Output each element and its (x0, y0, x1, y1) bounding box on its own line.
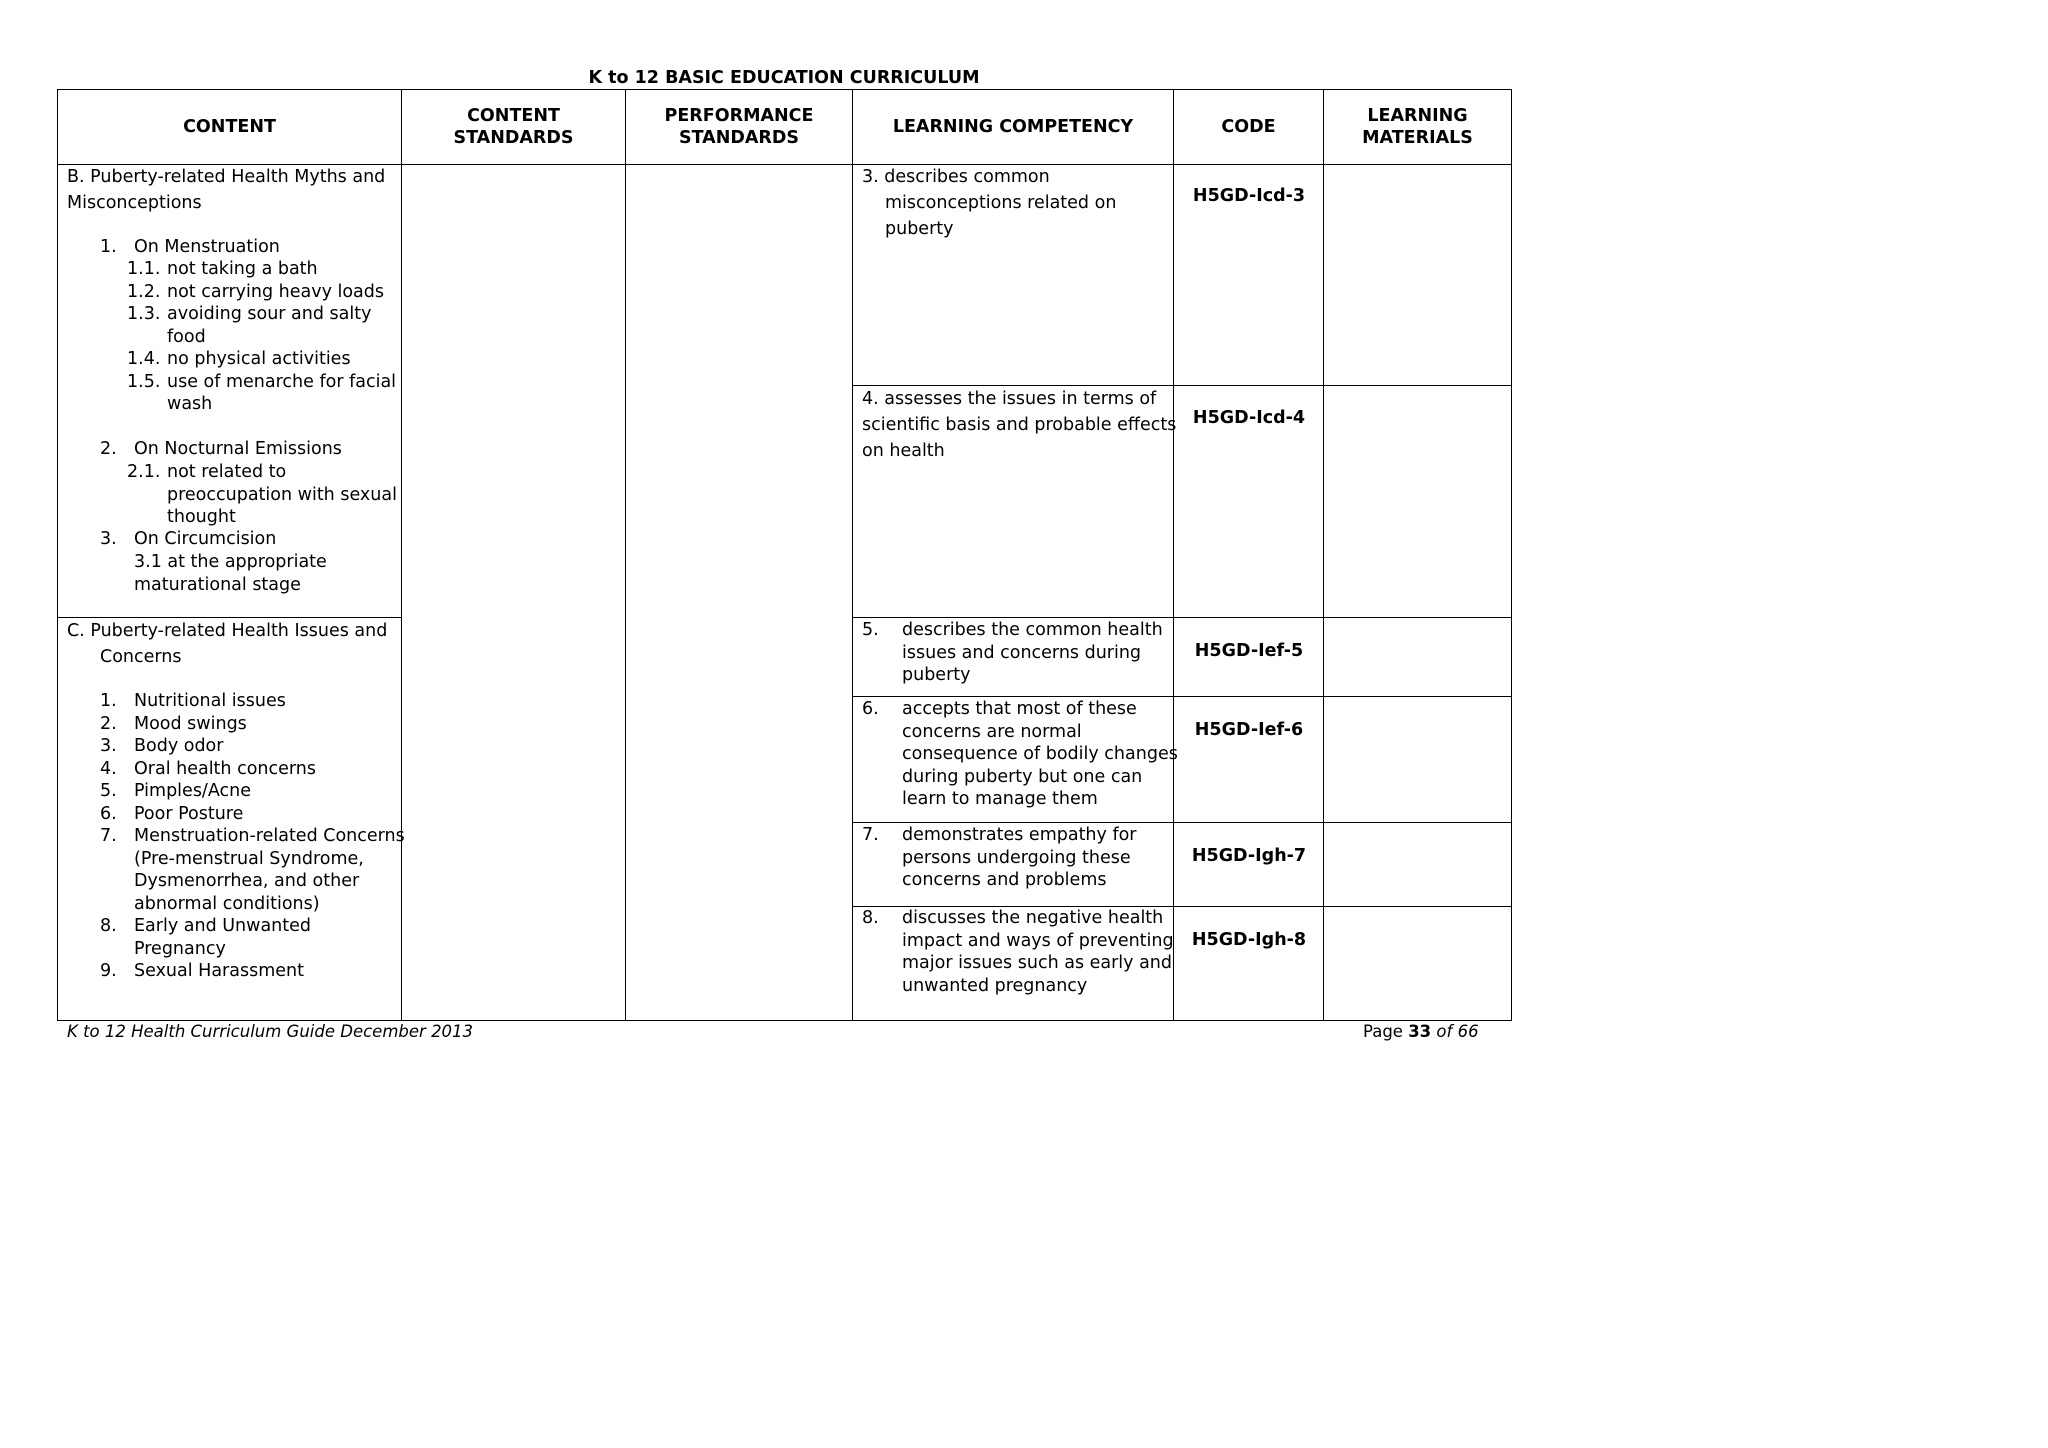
footer-page-number: Page 33 of 66 (1363, 1022, 1479, 1041)
list-item: 7. Menstruation-related Concerns (Pre-menstrual Syndrome, Dysmenorrhea, and other abnormal conditions) (100, 826, 405, 914)
list-item: 3. Body odor (100, 736, 224, 756)
content-b-title: B. Puberty-related Health Myths and Misconceptions (67, 167, 386, 213)
sublist-item: 2.1. not related to preoccupation with sexual thought (127, 462, 397, 527)
list-item: 8. Early and Unwanted Pregnancy (100, 916, 312, 959)
competency-7: 7. demonstrates empathy for persons undergoing these concerns and problems (862, 825, 1137, 890)
list-item: 1. Nutritional issues (100, 691, 286, 711)
competency-code: H5GD-Icd-3 (1192, 186, 1306, 206)
list-item: 6. Poor Posture (100, 803, 244, 824)
competency-6: 6. accepts that most of these concerns are normal consequence of bodily changes during puberty but one can learn to manage them (862, 699, 1178, 809)
sublist-item: 1.3. avoiding sour and salty food (127, 304, 372, 347)
competency-code: H5GD-Ief-6 (1194, 720, 1304, 740)
header-code: CODE (1221, 117, 1276, 137)
competency-3: 3. describes common misconceptions related on puberty (862, 167, 1117, 239)
header-learning-competency: LEARNING COMPETENCY (892, 117, 1134, 137)
content-b-item-2: 2. On Nocturnal Emissions (100, 439, 342, 459)
content-b-item-1: 1. On Menstruation (100, 237, 280, 257)
list-item: 4. Oral health concerns (100, 758, 316, 779)
header-performance-standards: PERFORMANCE STANDARDS (664, 106, 814, 148)
sublist-item: 1.4. no physical activities (127, 349, 351, 369)
competency-code: H5GD-Ief-5 (1194, 641, 1304, 661)
list-item: 9. Sexual Harassment (100, 961, 304, 981)
competency-5: 5. describes the common health issues and concerns during puberty (862, 620, 1163, 685)
content-b-sublist-2 (127, 461, 397, 529)
competency-4: 4. assesses the issues in terms of scientific basis and probable effects on health (862, 389, 1177, 461)
list-item: 2. Mood swings (100, 713, 247, 734)
sublist-item: 1.5. use of menarche for facial wash (127, 371, 397, 414)
sublist-item: 1.2. not carrying heavy loads (127, 281, 385, 302)
content-c-list (100, 690, 405, 983)
competency-code: H5GD-Igh-7 (1191, 846, 1307, 866)
competency-8: 8. discusses the negative health impact and ways of preventing major issues such as early and unwanted pregnancy (862, 908, 1174, 996)
sublist-item: 1.1. not taking a bath (127, 259, 318, 279)
competency-code: H5GD-Icd-4 (1192, 408, 1306, 428)
content-b-sublist-1 (127, 258, 396, 416)
content-c-title: C. Puberty-related Health Issues and Concerns (67, 621, 388, 667)
document-title: K to 12 BASIC EDUCATION CURRICULUM (588, 68, 980, 88)
header-content: CONTENT (183, 117, 276, 137)
header-learning-materials: LEARNING MATERIALS (1362, 106, 1473, 148)
header-content-standards: CONTENT STANDARDS (453, 106, 574, 148)
list-item: 5. Pimples/Acne (100, 781, 251, 801)
footer-guide-title: K to 12 Health Curriculum Guide December 2013 (67, 1022, 474, 1041)
competency-code: H5GD-Igh-8 (1191, 930, 1307, 950)
content-b-item-3: 3. On Circumcision (100, 529, 277, 549)
content-b-sub-3: 3.1 at the appropriate maturational stage (134, 552, 327, 595)
